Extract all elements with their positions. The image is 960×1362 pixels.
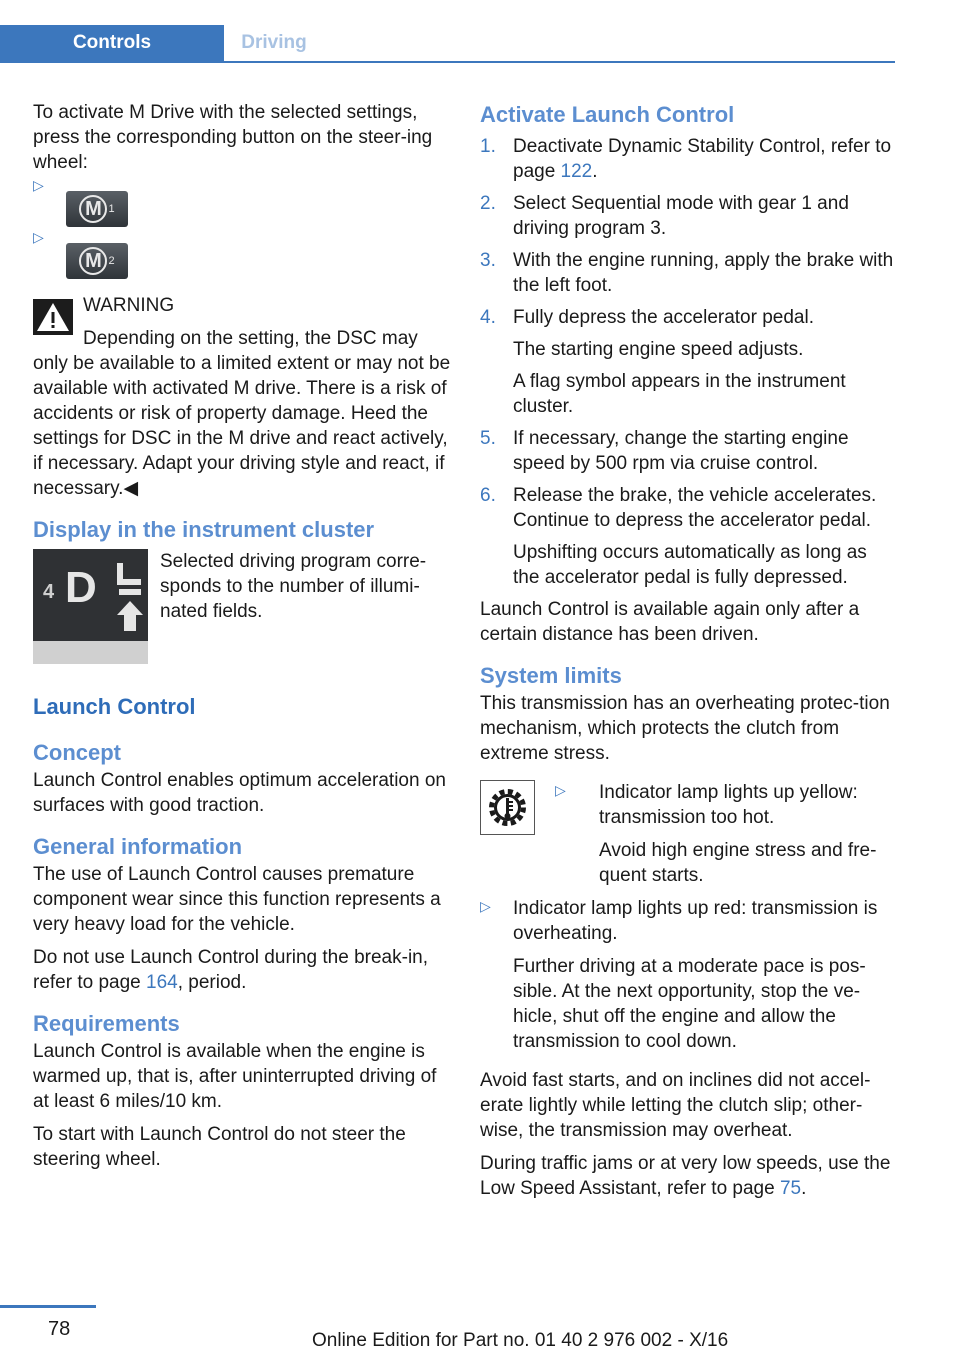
warning-title: WARNING	[83, 295, 175, 316]
list-item: 1. Deactivate Dynamic Stability Control, refer to page 122.	[480, 136, 892, 182]
bullet-triangle-icon: ▷	[33, 177, 44, 193]
display-text: Selected driving program corre-sponds to the number of illumi-nated fields.	[160, 551, 427, 622]
red-lamp-item	[480, 896, 895, 1054]
general-heading: General information	[33, 834, 243, 859]
system-limits-text: This transmission has an overheating protec-tion mechanism, which protects the clutch from extreme stress.	[480, 693, 890, 764]
bullet-triangle-icon: ▷	[480, 898, 491, 914]
chapter-tabbar	[0, 25, 895, 63]
yellow-lamp-text: Indicator lamp lights up yellow: transmission too hot.	[599, 782, 858, 828]
tab-driving[interactable]: Driving	[241, 32, 307, 53]
traffic-text: During traffic jams or at very low speeds, use the Low Speed Assistant, refer to page 75.	[480, 1153, 891, 1199]
yellow-lamp-section	[480, 780, 895, 896]
illuminated-fields-icon	[33, 549, 148, 664]
activate-heading: Activate Launch Control	[480, 102, 735, 127]
available-again-text: Launch Control is available again only after a certain distance has been driven.	[480, 599, 860, 645]
concept-heading: Concept	[33, 740, 121, 765]
bullet-triangle-icon: ▷	[555, 782, 566, 798]
red-lamp-advice: Further driving at a moderate pace is pos-sible. At the next opportunity, stop the ve-hicle, shut off the engine and allow the transmission to cool down.	[513, 956, 866, 1052]
list-item: 4. Fully depress the accelerator pedal. The starting engine speed adjusts. A flag symbol appears in the instrument cluster.	[480, 307, 846, 417]
display-section	[33, 549, 453, 676]
page-number: 78	[48, 1318, 71, 1340]
bullet-triangle-icon: ▷	[33, 229, 44, 245]
list-item: 5. If necessary, change the starting engine speed by 500 rpm via cruise control.	[480, 428, 849, 474]
footer-rule	[0, 1305, 96, 1308]
display-heading: Display in the instrument cluster	[33, 517, 375, 542]
list-item: 3. With the engine running, apply the brake with the left foot.	[480, 250, 894, 296]
avoid-text: Avoid fast starts, and on inclines did not accel-erate lightly while letting the clutch slip; other-wise, the transmission may overheat.	[480, 1070, 871, 1141]
left-column	[33, 100, 453, 1180]
warning-text: Depending on the setting, the DSC may only be available to a limited extent or may not be available with activated M drive. There is a risk of accidents or risk of property damage. Heed the settings for DSC in the M drive and react actively, if necessary. Adapt your driving style and react, if necessary.◀	[33, 328, 451, 499]
edition-text: Online Edition for Part no. 01 40 2 976 002 - X/16	[312, 1330, 729, 1351]
right-column	[480, 100, 895, 1209]
red-lamp-text: Indicator lamp lights up red: transmission is overheating.	[513, 898, 878, 944]
general-text: The use of Launch Control causes premature component wear since this function represents a very heavy load for the vehicle.	[33, 864, 441, 935]
breakin-text: Do not use Launch Control during the break-in, refer to page 164, period.	[33, 947, 429, 993]
concept-text: Launch Control enables optimum acceleration on surfaces with good traction.	[33, 770, 446, 816]
page-link-75[interactable]: 75	[779, 1178, 802, 1199]
page-link-164[interactable]: 164	[146, 972, 178, 993]
requirements-heading: Requirements	[33, 1011, 180, 1036]
warning-box	[33, 293, 453, 501]
tab-controls[interactable]: Controls	[0, 25, 224, 61]
m2-button-item	[33, 229, 453, 287]
list-item: 2. Select Sequential mode with gear 1 and driving program 3.	[480, 193, 849, 239]
transmission-temperature-gear-icon	[480, 780, 535, 835]
launch-control-heading: Launch Control	[33, 694, 196, 719]
yellow-lamp-advice: Avoid high engine stress and fre-quent starts.	[599, 840, 877, 886]
list-item: 6. Release the brake, the vehicle accelerates. Continue to depress the accelerator pedal. Upshifting occurs automatically as long as the accelerator pedal is fully depressed.	[480, 485, 877, 588]
m2-steering-button-icon: M 2	[66, 243, 128, 279]
requirements-text: Launch Control is available when the engine is warmed up, that is, after uninterrupted driving of at least 6 miles/10 km.	[33, 1041, 437, 1112]
system-limits-heading: System limits	[480, 663, 622, 688]
intro-paragraph: To activate M Drive with the selected settings, press the corresponding button on the steer-ing wheel:	[33, 102, 433, 173]
page-link-122[interactable]: 122	[560, 161, 593, 182]
warning-triangle-icon	[33, 299, 73, 335]
instrument-cluster-image: 4 D	[33, 549, 148, 664]
activation-steps	[480, 134, 895, 590]
m1-button-item	[33, 177, 453, 235]
requirements-text-2: To start with Launch Control do not steer the steering wheel.	[33, 1124, 406, 1170]
m1-steering-button-icon: M 1	[66, 191, 128, 227]
